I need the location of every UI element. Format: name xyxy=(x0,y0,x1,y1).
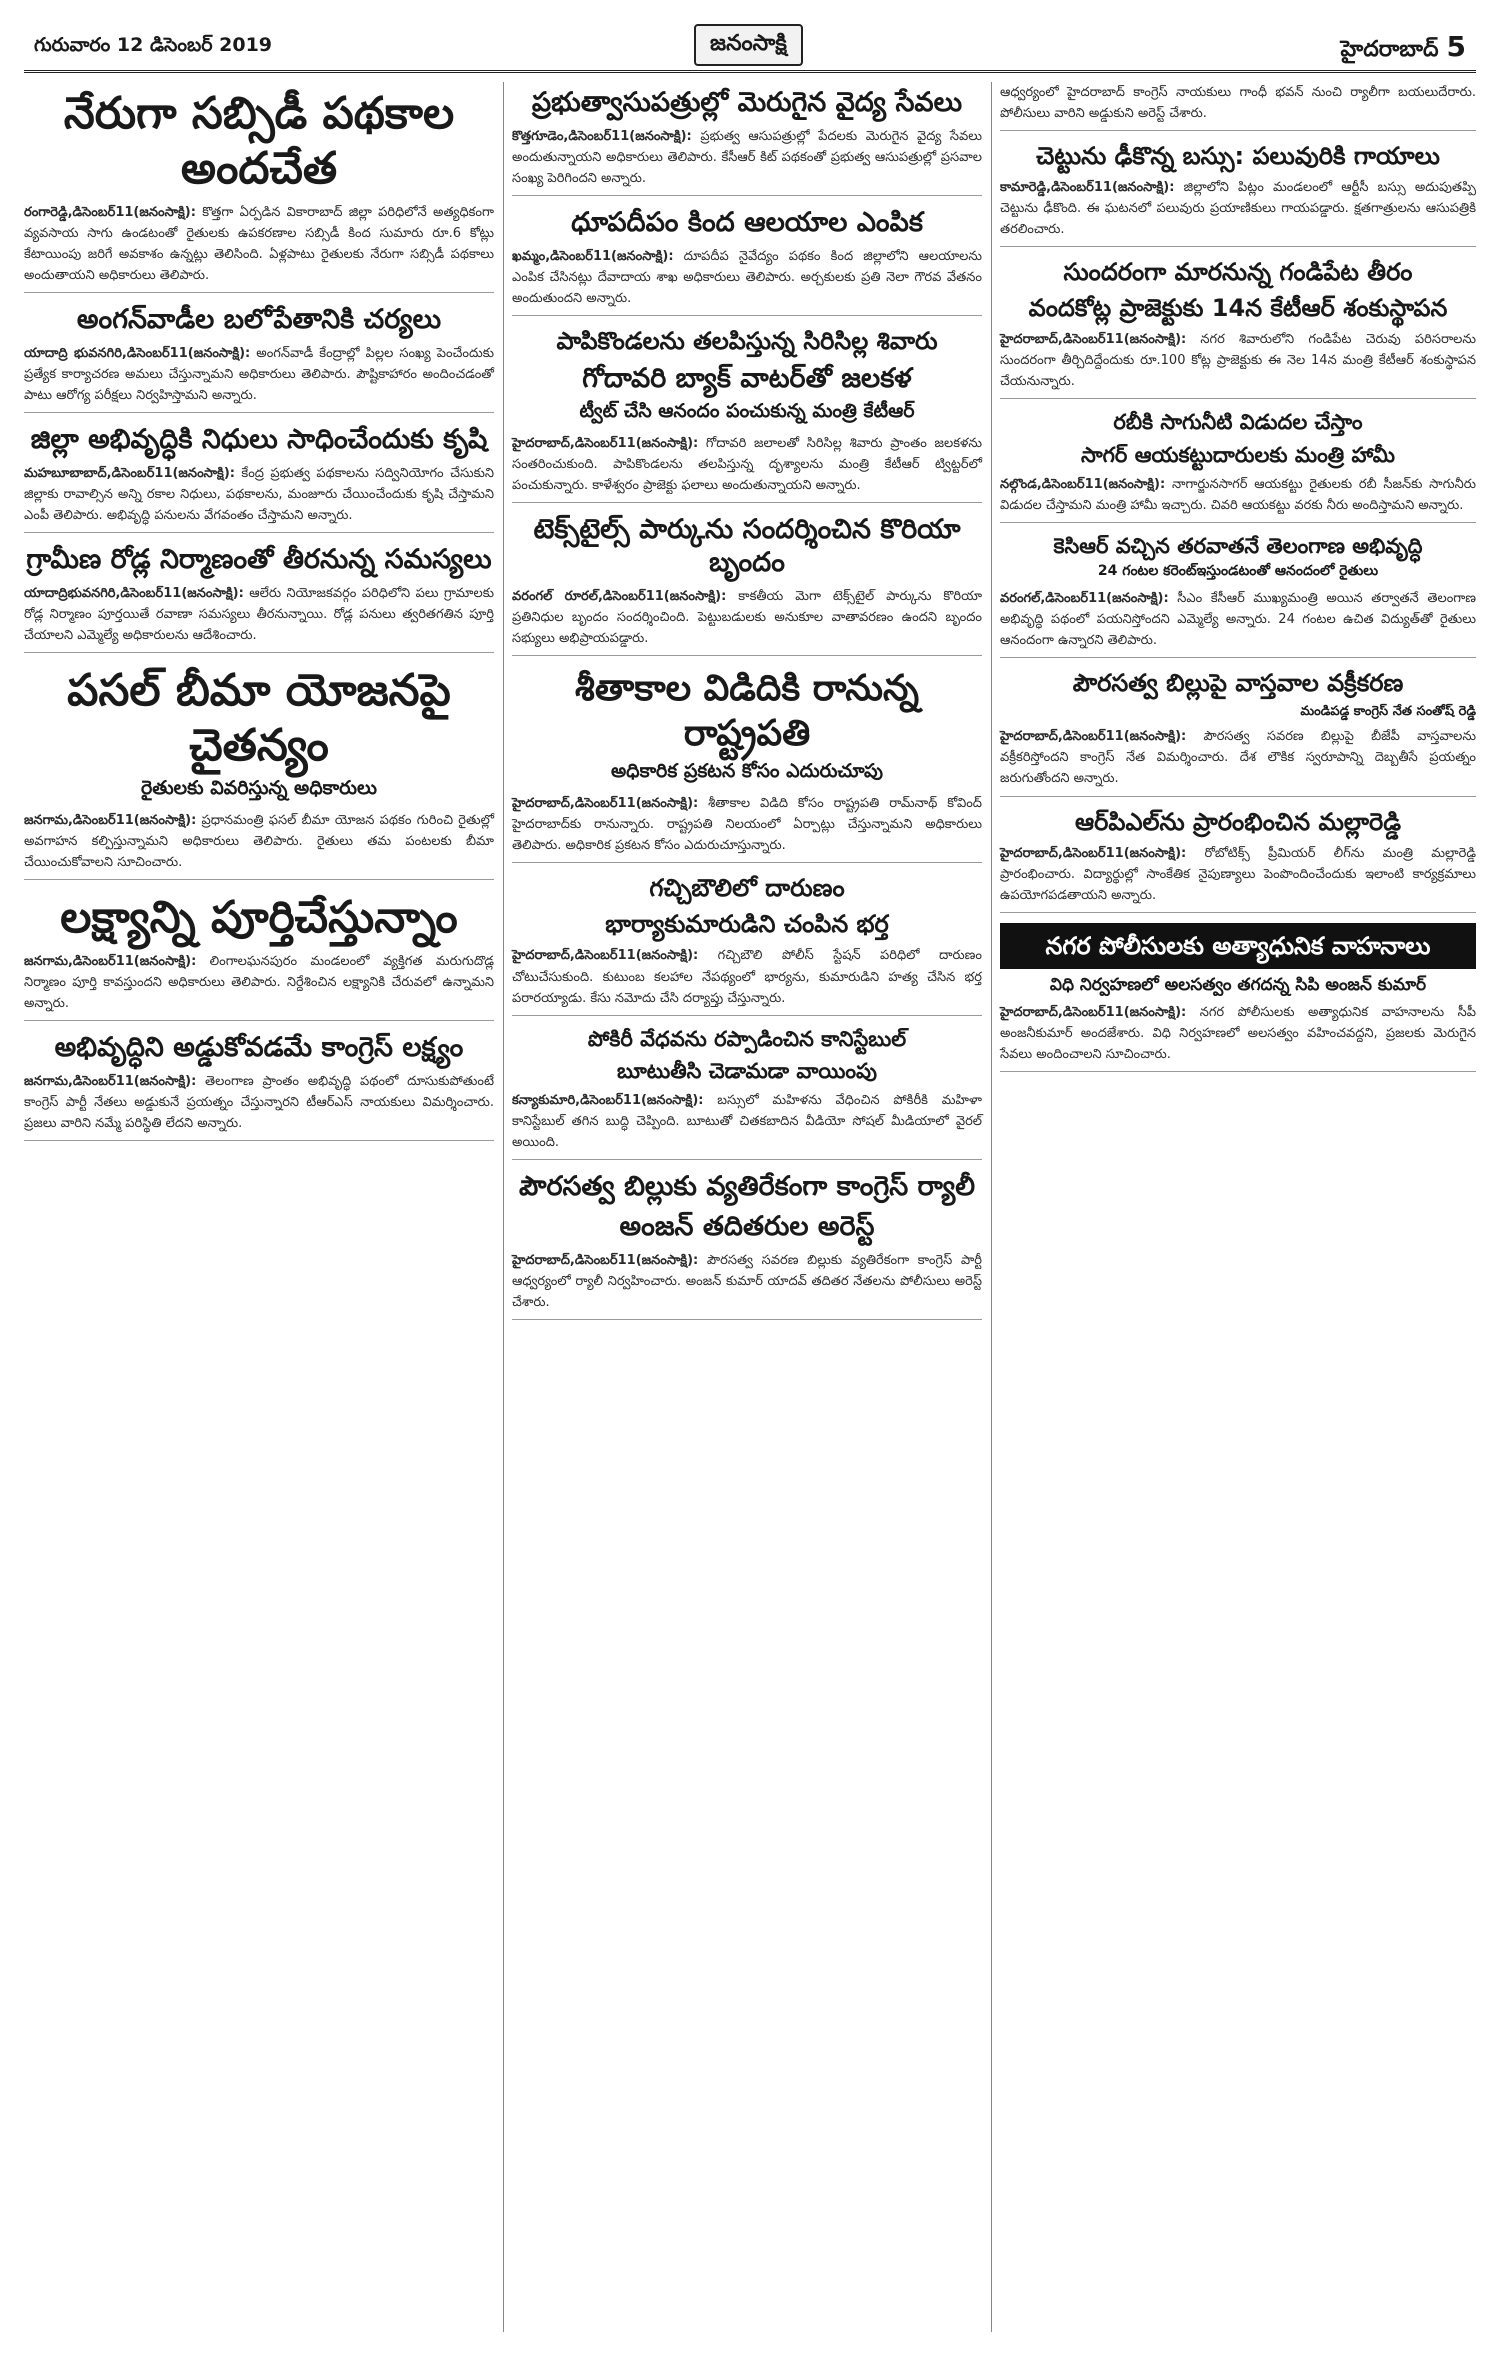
dateline: హైదరాబాద్,డిసెంబర్11(జనంసాక్షి): xyxy=(1000,845,1187,861)
headline-secondary: విధి నిర్వహణలో అలసత్వం తగదన్న సిపి అంజన్ కుమార్ xyxy=(1049,974,1427,995)
headline: సుందరంగా మారనున్న గండిపేట తీరం xyxy=(1063,258,1413,287)
headline: చెట్టును ఢీకొన్న బస్సు: పలువురికి గాయాలు xyxy=(1036,142,1440,171)
article-president-visit xyxy=(512,666,982,863)
headline-secondary: భార్యాకుమారుడిని చంపిన భర్త xyxy=(605,910,889,939)
headline-secondary: వందకోట్ల ప్రాజెక్టుకు 14న కేటీఆర్ శంకుస్థాపన xyxy=(1028,294,1448,323)
article-text: అంగన్‌వాడీ కేంద్రాల్లో పిల్లల సంఖ్య పెంచేందుకు ప్రత్యేక కార్యాచరణ అమలు చేస్తున్నామని అధికారులు తెలిపారు. పౌష్టికాహారం అందించడంతో పాటు ఆరోగ్య పరీక్షలు నిర్వహిస్తామని అన్నారు. xyxy=(24,345,494,404)
article-citizenship-bill xyxy=(1000,668,1476,796)
headline-secondary: సాగర్ ఆయకట్టుదారులకు మంత్రి హామీ xyxy=(1081,442,1395,467)
article-text: నాగార్జునసాగర్ ఆయకట్టు రైతులకు రబీ సీజన్‌కు సాగునీరు విడుదల చేస్తామని మంత్రి హామీ ఇచ్చారు. చివరి ఆయకట్టు వరకు నీరు అందిస్తామని అన్నారు. xyxy=(1000,476,1476,513)
article-body xyxy=(512,1250,982,1313)
headline-banner xyxy=(1000,923,1476,969)
headline-secondary: గోదావరి బ్యాక్ వాటర్‌తో జలకళ xyxy=(582,362,912,394)
article-subsidy xyxy=(24,86,494,293)
article-body xyxy=(24,1071,494,1134)
dateline: కామారెడ్డి,డిసెంబర్11(జనంసాక్షి): xyxy=(1000,180,1175,196)
article-sircilla xyxy=(512,326,982,503)
headline: పసల్ బీమా యోజనపై చైతన్యం xyxy=(67,664,451,771)
article-body xyxy=(1000,177,1476,240)
headline: అభివృద్ధిని అడ్డుకోవడమే కాంగ్రెస్ లక్ష్యం xyxy=(54,1032,464,1064)
dateline: రంగారెడ్డి,డిసెంబర్11(జనంసాక్షి): xyxy=(24,205,196,220)
article-rabi-water xyxy=(1000,409,1476,523)
article-gachibowli xyxy=(512,873,982,1015)
headline-secondary: బూటుతీసి చెడామడా వాయింపు xyxy=(616,1058,878,1083)
article-text: పౌరసత్వ సవరణ బిల్లుకు వ్యతిరేకంగా కాంగ్రెస్ పార్టీ ఆధ్వర్యంలో ర్యాలీ నిర్వహించారు. అంజన్ కుమార్ యాదవ్ తదితర నేతలను పోలీసులు అరెస్ట్ చేశారు. xyxy=(512,1252,983,1310)
article-text: కాకతీయ మెగా టెక్స్‌టైల్ పార్కును కొరియా ప్రతినిధుల బృందం సందర్శించింది. పెట్టుబడులకు అనుకూల వాతావరణం ఉందని బృందం సభ్యులు అభిప్రాయపడ్డారు. xyxy=(512,589,982,647)
dateline: హైదరాబాద్,డిసెంబర్11(జనంసాక్షి): xyxy=(512,1252,699,1268)
article-text: గచ్చిబౌలి పోలీస్ స్టేషన్ పరిధిలో దారుణం చోటుచేసుకుంది. కుటుంబ కలహాల నేపథ్యంలో భార్యను, కుమారుడిని హత్య చేసిన భర్త పరారయ్యాడు. కేసు నమోదు చేసి దర్యాప్తు చేస్తున్నారు. xyxy=(512,948,983,1006)
article-congress-aim xyxy=(24,1031,494,1141)
dateline: జనగామ,డిసెంబర్11(జనంసాక్షి): xyxy=(24,954,197,969)
headline: పోకిరీ వేధవను రప్పాడించిన కానిస్టేబుల్ xyxy=(587,1026,907,1051)
column-divider xyxy=(503,82,504,2332)
dateline: జనగామ,డిసెంబర్11(జనంసాక్షి): xyxy=(24,1073,197,1089)
column-divider xyxy=(991,82,992,2332)
article-anganwadi xyxy=(24,303,494,413)
article-target xyxy=(24,890,494,1021)
article-text: తెలంగాణ ప్రాంతం అభివృద్ధి పథంలో దూసుకుపోతుంటే కాంగ్రెస్ పార్టీ నేతలు అడ్డుకునే ప్రయత్నం చేస్తున్నారని టీఆర్ఎస్ నాయకులు విమర్శించారు. ప్రజలు వారిని నమ్మే పరిస్థితి లేదని అన్నారు. xyxy=(24,1073,494,1131)
dateline: హైదరాబాద్,డిసెంబర్11(జనంసాక్షి): xyxy=(512,435,699,451)
headline: లక్ష్యాన్ని పూర్తిచేస్తున్నాం xyxy=(60,892,458,943)
headline-secondary: అంజన్ తదితరుల అరెస్ట్ xyxy=(619,1210,875,1242)
article-body xyxy=(24,583,494,646)
dateline: హైదరాబాద్,డిసెంబర్11(జనంసాక్షి): xyxy=(1000,1004,1187,1020)
article-textile-park xyxy=(512,513,982,657)
article-body xyxy=(512,586,982,649)
article-body xyxy=(512,433,982,496)
article-body xyxy=(24,463,494,526)
article-body xyxy=(24,343,494,406)
dateline: యాదాద్రి భువనగిరి,డిసెంబర్11(జనంసాక్షి): xyxy=(24,345,251,361)
article-body xyxy=(512,945,982,1008)
dateline: ఖమ్మం,డిసెంబర్11(జనంసాక్షి): xyxy=(512,248,674,264)
dateline: వరంగల్ రూరల్,డిసెంబర్11(జనంసాక్షి): xyxy=(512,589,727,605)
dateline: జనగామ,డిసెంబర్11(జనంసాక్షి): xyxy=(24,812,197,828)
article-text: శీతాకాల విడిది కోసం రాష్ట్రపతి రామ్‌నాథ్ కోవింద్ హైదరాబాద్‌కు రానున్నారు. రాష్ట్రపతి నిలయంలో ఏర్పాట్లు చేస్తున్నామని అధికారులు తెలిపారు. అధికారిక ప్రకటన కోసం ఎదురుచూస్తున్నారు. xyxy=(512,796,982,854)
headline: పౌరసత్వ బిల్లుకు వ్యతిరేకంగా కాంగ్రెస్ ర్యాలీ xyxy=(518,1171,976,1203)
article-text: నగర పోలీసులకు అత్యాధునిక వాహనాలను సీపీ అంజనీకుమార్ అందజేశారు. విధి నిర్వహణలో అలసత్వం వహించవద్దని, ప్రజలకు మెరుగైన సేవలు అందించాలని సూచించారు. xyxy=(1000,1004,1476,1062)
dateline: యాదాద్రిభువనగిరి,డిసెంబర్11(జనంసాక్షి): xyxy=(24,585,244,601)
headline: పౌరసత్వ బిల్లుపై వాస్తవాల వక్రీకరణ xyxy=(1072,669,1404,698)
article-rpl xyxy=(1000,807,1476,913)
subheadline: అధికారిక ప్రకటన కోసం ఎదురుచూపు xyxy=(610,760,884,783)
article-hospitals xyxy=(512,86,982,196)
article-text: దూపదీప నైవేద్యం పథకం కింద జిల్లాలోని ఆలయాలను ఎంపిక చేసినట్లు దేవాదాయ శాఖ అధికారులు తెలిపారు. అర్చకులకు ప్రతి నెలా గౌరవ వేతనం అందుతుందని అన్నారు. xyxy=(512,248,982,306)
article-body xyxy=(512,793,982,856)
dateline: మహబూబాబాద్,డిసెంబర్11(జనంసాక్షి): xyxy=(24,465,235,481)
masthead xyxy=(24,20,1476,73)
headline: జిల్లా అభివృద్ధికి నిధులు సాధించేందుకు కృషి xyxy=(30,424,488,456)
headline: రబీకి సాగునీటి విడుదల చేస్తాం xyxy=(1113,410,1363,435)
headline: టెక్స్‌టైల్స్ పార్కును సందర్శించిన కొరియా బృందం xyxy=(533,513,961,579)
headline: ఆర్‌పిఎల్‌ను ప్రారంభించిన మల్లారెడ్డి xyxy=(1075,807,1401,836)
article-text: ఆలేరు నియోజకవర్గం పరిధిలోని పలు గ్రామాలకు రోడ్ల నిర్మాణం పూర్తయితే రవాణా సమస్యలు తీరనున్నాయి. రోడ్ల పనులు త్వరితగతిన పూర్తి చేయాలని ఎమ్మెల్యే అధికారులను ఆదేశించారు. xyxy=(24,585,494,643)
subheadline: ట్వీట్ చేసి ఆనందం పంచుకున్న మంత్రి కేటీఆర్ xyxy=(579,399,915,422)
article-rural-roads xyxy=(24,543,494,653)
article-body xyxy=(512,246,982,309)
headline: గచ్చిబౌలిలో దారుణం xyxy=(649,874,845,903)
article-body xyxy=(1000,843,1476,906)
subheadline: రైతులకు వివరిస్తున్న అధికారులు xyxy=(141,776,377,799)
article-body xyxy=(512,1090,982,1153)
article-text: ప్రభుత్వ ఆసుపత్రుల్లో పేదలకు మెరుగైన వైద్య సేవలు అందుతున్నాయని అధికారులు తెలిపారు. కేసీఆర్ కిట్ పథకంతో ప్రభుత్వ ఆసుపత్రుల్లో ప్రసవాల సంఖ్య పెరిగిందని అన్నారు. xyxy=(512,128,982,186)
article-body xyxy=(1000,726,1476,789)
article-kcr-development xyxy=(1000,533,1476,658)
article-body xyxy=(512,126,982,189)
city-name: హైదరాబాద్ xyxy=(1340,37,1439,62)
article-body xyxy=(1000,329,1476,392)
edition-city xyxy=(1341,30,1466,67)
dateline: హైదరాబాద్,డిసెంబర్11(జనంసాక్షి): xyxy=(1000,729,1187,745)
article-text: నగర శివారులోని గండిపేట చెరువు పరిసరాలను సుందరంగా తీర్చిదిద్దేందుకు రూ.100 కోట్ల ప్రాజెక్టుకు ఈ నెల 14న మంత్రి కేటీఆర్ శంకుస్థాపన చేయనున్నారు. xyxy=(1000,332,1476,390)
article-text: రోబోటిక్స్ ప్రీమియర్ లీగ్‌ను మంత్రి మల్లారెడ్డి ప్రారంభించారు. విద్యార్థుల్లో సాంకేతిక నైపుణ్యాలు పెంపొందించేందుకు ఇలాంటి కార్యక్రమాలు ఉపయోగపడతాయని అన్నారు. xyxy=(1000,845,1476,903)
headline: శీతాకాల విడిదికి రానున్న రాష్ట్రపతి xyxy=(575,668,919,755)
dateline: హైదరాబాద్,డిసెంబర్11(జనంసాక్షి): xyxy=(1000,332,1187,348)
column-middle xyxy=(512,82,982,1330)
article-police-vehicles xyxy=(1000,923,1476,1072)
article-constable xyxy=(512,1026,982,1161)
column-left xyxy=(24,82,494,1151)
article-text: లింగాలఘనపురం మండలంలో వ్యక్తిగత మరుగుదొడ్ల నిర్మాణం పూర్తి కావస్తుందని అధికారులు తెలిపారు. నిర్దేశించిన లక్ష్యానికి చేరువలో ఉన్నామని అన్నారు. xyxy=(24,954,494,1012)
headline: పాపికొండలను తలపిస్తున్న సిరిసిల్ల శివారు xyxy=(556,326,938,355)
article-gandipet xyxy=(1000,257,1476,399)
dateline: కన్యాకుమారి,డిసెంబర్11(జనంసాక్షి): xyxy=(512,1093,704,1109)
article-text: బస్సులో మహిళను వేధించిన పోకిరీకి మహిళా కానిస్టేబుల్ తగిన బుద్ధి చెప్పింది. బూటుతో చితకబాదిన వీడియో సోషల్ మీడియాలో వైరల్ అయింది. xyxy=(512,1093,982,1151)
article-body xyxy=(1000,474,1476,516)
article-text: సీఎం కేసీఆర్ ముఖ్యమంత్రి అయిన తర్వాతనే తెలంగాణ అభివృద్ధి పథంలో పయనిస్తోందని ఎమ్మెల్యే అన్నారు. 24 గంటల ఉచిత విద్యుత్‌తో రైతులు ఆనందంగా ఉన్నారని తెలిపారు. xyxy=(1000,591,1476,649)
article-district-funds xyxy=(24,423,494,533)
headline: కెసిఆర్ వచ్చిన తరవాతనే తెలంగాణ అభివృద్ధి xyxy=(1053,533,1423,558)
article-body xyxy=(24,810,494,873)
dateline: నల్గొండ,డిసెంబర్11(జనంసాక్షి): xyxy=(1000,476,1166,492)
headline: నేరుగా సబ్సిడీ పథకాల అందచేత xyxy=(63,88,455,194)
dateline: హైదరాబాద్,డిసెంబర్11(జనంసాక్షి): xyxy=(512,948,699,964)
headline: ప్రభుత్వాసుపత్రుల్లో మెరుగైన వైద్య సేవలు xyxy=(531,87,963,118)
page-number: 5 xyxy=(1446,30,1466,63)
dateline: హైదరాబాద్,డిసెంబర్11(జనంసాక్షి): xyxy=(512,796,699,812)
article-text: గోదావరి జలాలతో సిరిసిల్ల శివారు ప్రాంతం జలకళను సంతరించుకుంది. పాపికొండలను తలపిస్తున్న దృశ్యాలను మంత్రి కేటీఆర్ ట్విట్టర్‌లో పంచుకున్నారు. కాళేశ్వరం ప్రాజెక్టు ఫలాలు అందుతున్నాయని అన్నారు. xyxy=(512,435,982,493)
article-text: ఆధ్వర్యంలో హైదరాబాద్ కాంగ్రెస్ నాయకులు గాంధీ భవన్ నుంచి ర్యాలీగా బయలుదేరారు. పోలీసులు వారిని అడ్డుకుని అరెస్ట్ చేశారు. xyxy=(1000,85,1476,122)
article-text: ప్రధానమంత్రి ఫసల్ బీమా యోజన పథకం గురించి రైతుల్లో అవగాహన కల్పిస్తున్నామని అధికారులు తెలిపారు. రైతులు తమ పంటలకు బీమా చేయించుకోవాలని సూచించారు. xyxy=(24,812,494,870)
dateline: వరంగల్,డిసెంబర్11(జనంసాక్షి): xyxy=(1000,591,1169,607)
headline: అంగన్‌వాడీల బలోపేతానికి చర్యలు xyxy=(76,304,442,336)
article-temples xyxy=(512,206,982,316)
article-continued xyxy=(1000,82,1476,131)
article-congress-rally xyxy=(512,1170,982,1320)
headline: గ్రామీణ రోడ్ల నిర్మాణంతో తీరనున్న సమస్యలు xyxy=(26,543,492,575)
article-body xyxy=(24,202,494,286)
column-right xyxy=(1000,82,1476,1082)
article-body xyxy=(1000,588,1476,651)
issue-date: గురువారం 12 డిసెంబర్ 2019 xyxy=(34,34,273,56)
dateline: కొత్తగూడెం,డిసెంబర్11(జనంసాక్షి): xyxy=(512,128,692,144)
headline: ధూపదీపం కింద ఆలయాల ఎంపిక xyxy=(571,206,923,238)
newspaper-logo: జనంసాక్షి xyxy=(694,24,803,66)
article-text: కేంద్ర ప్రభుత్వ పథకాలను సద్వినియోగం చేసుకుని జిల్లాకు రావాల్సిన అన్ని రకాల నిధులు, పథకాలను, మంజూరు చేయించేందుకు కృషి చేస్తామని ఎంపీ తెలిపారు. అభివృద్ధి పనులను వేగవంతం చేస్తామని అన్నారు. xyxy=(24,465,494,523)
article-crop-insurance xyxy=(24,663,494,880)
article-body xyxy=(1000,1002,1476,1065)
article-body xyxy=(24,951,494,1014)
headline: నగర పోలీసులకు అత్యాధునిక వాహనాలు xyxy=(1045,931,1431,960)
byline: మండిపడ్డ కాంగ్రెస్ నేత సంతోష్ రెడ్డి xyxy=(1300,704,1476,720)
article-text: కొత్తగా ఏర్పడిన వికారాబాద్ జిల్లా పరిధిలోనే అత్యధికంగా వ్యవసాయ సాగు ఉండటంతో రైతులకు ఉపకరణాల సబ్సిడీ కింద సుమారు రూ.6 కోట్లు కేటాయింపు జరిగే అవకాశం ఉన్నట్లు తెలిసింది. ఏళ్లపాటు రైతులకు నేరుగా సబ్సిడీ పథకాలు అందుతాయని అధికారులు తెలిపారు. xyxy=(24,205,494,284)
article-text: పౌరసత్వ సవరణ బిల్లుపై బీజేపీ వాస్తవాలను వక్రీకరిస్తోందని కాంగ్రెస్ నేత విమర్శించారు. దేశ లౌకిక స్వరూపాన్ని దెబ్బతీసే ప్రయత్నం జరుగుతోందని అన్నారు. xyxy=(1000,729,1476,787)
subheadline: 24 గంటల కరెంట్‌ఇస్తుండటంతో ఆనందంలో రైతులు xyxy=(1097,563,1379,580)
article-bus-accident xyxy=(1000,141,1476,247)
article-text: జిల్లాలోని పిట్లం మండలంలో ఆర్టీసీ బస్సు అదుపుతప్పి చెట్టును ఢీకొంది. ఈ ఘటనలో పలువురు ప్రయాణికులు గాయపడ్డారు. క్షతగాత్రులను ఆసుపత్రికి తరలించారు. xyxy=(1000,180,1476,238)
